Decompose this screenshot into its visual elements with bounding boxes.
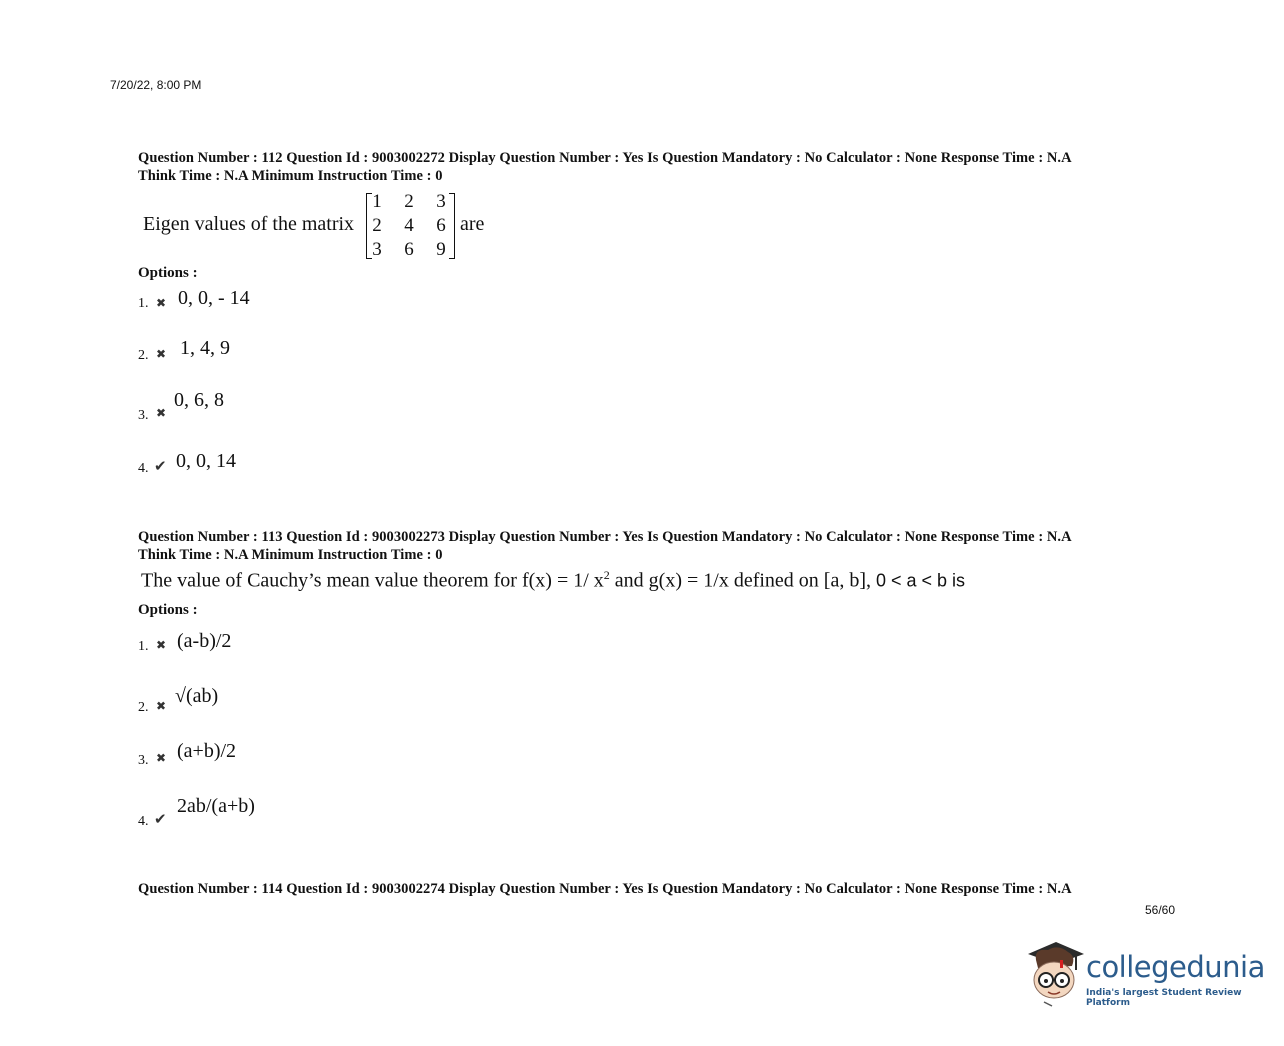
matrix-cell: 6: [436, 215, 446, 236]
q112-option-1-text: 0, 0, - 14: [178, 287, 250, 309]
matrix-cell: 6: [404, 239, 414, 260]
question-113-text-part-c: 0 < a < b is: [876, 570, 966, 591]
q113-option-1-number: 1.: [138, 639, 149, 654]
q112-option-4-text: 0, 0, 14: [176, 450, 236, 472]
q113-option-2-text: √(ab): [175, 685, 219, 707]
q113-option-2-number: 2.: [138, 700, 149, 715]
question-112-text: Eigen values of the matrix: [143, 213, 355, 235]
matrix-cell: 2: [372, 215, 382, 236]
q112-option-3-number: 3.: [138, 408, 149, 423]
question-112-meta-line2: Think Time : N.A Minimum Instruction Time : 0: [138, 168, 443, 184]
question-113-meta-line2: Think Time : N.A Minimum Instruction Time : 0: [138, 547, 443, 563]
matrix-cell: 2: [404, 191, 414, 212]
question-112-matrix: [361, 190, 457, 262]
question-114-meta: [138, 880, 1072, 898]
q112-option-2-text: 1, 4, 9: [180, 337, 230, 359]
correct-check-icon: ✔: [154, 459, 167, 475]
q113-option-1-text: (a-b)/2: [177, 630, 232, 652]
question-113-text-part-a: The value of Cauchy’s mean value theorem for f(x) = 1/ x: [141, 569, 604, 592]
q113-option-3-text: (a+b)/2: [177, 740, 237, 762]
page-number: 56/60: [1145, 903, 1176, 917]
question-113-text: [141, 568, 965, 593]
print-timestamp: 7/20/22, 8:00 PM: [110, 78, 202, 92]
matrix-cell: 9: [436, 239, 446, 260]
question-113-options-label: Options :: [138, 602, 198, 618]
question-112-options-label: Options :: [138, 265, 198, 281]
collegedunia-tagline: India's largest Student Review Platform: [1086, 988, 1242, 1008]
q113-option-3-number: 3.: [138, 753, 149, 768]
question-113-superscript: 2: [603, 568, 610, 582]
matrix-cell: 3: [436, 191, 446, 212]
q112-option-1-number: 1.: [138, 296, 149, 311]
matrix-cell: 1: [372, 191, 382, 212]
matrix-cell: 3: [372, 239, 382, 260]
collegedunia-brand: collegedunia: [1086, 950, 1265, 984]
wrong-mark-icon: ✖: [156, 296, 167, 310]
wrong-mark-icon: ✖: [156, 638, 167, 652]
wrong-mark-icon: ✖: [156, 347, 167, 361]
question-113-meta-line1: Question Number : 113 Question Id : 9003002273 Display Question Number : Yes Is Question Mandatory : No Calculator : None Response Time : N.A: [138, 529, 1072, 545]
q113-option-4-text: 2ab/(a+b): [177, 795, 255, 817]
q112-option-4-number: 4.: [138, 461, 149, 476]
wrong-mark-icon: ✖: [156, 406, 167, 420]
correct-check-icon: ✔: [154, 812, 167, 828]
wrong-mark-icon: ✖: [156, 699, 167, 713]
q112-option-3-text: 0, 6, 8: [174, 389, 224, 411]
matrix-cell: 4: [404, 215, 414, 236]
question-112-meta: [138, 149, 1072, 185]
wrong-mark-icon: ✖: [156, 751, 167, 765]
q112-option-2-number: 2.: [138, 348, 149, 363]
question-113-text-part-b: and g(x) = 1/x defined on [a, b],: [609, 569, 876, 592]
collegedunia-mascot-icon: [1024, 940, 1088, 1013]
matrix-right-bracket: [449, 193, 455, 259]
question-114-meta-line1: Question Number : 114 Question Id : 9003002274 Display Question Number : Yes Is Question Mandatory : No Calculator : None Response Time : N.A: [138, 881, 1072, 897]
question-112-meta-line1: Question Number : 112 Question Id : 9003002272 Display Question Number : Yes Is Question Mandatory : No Calculator : None Response Time : N.A: [138, 150, 1072, 166]
question-112-text-after: are: [460, 213, 485, 235]
question-113-meta: [138, 528, 1072, 564]
q113-option-4-number: 4.: [138, 814, 149, 829]
